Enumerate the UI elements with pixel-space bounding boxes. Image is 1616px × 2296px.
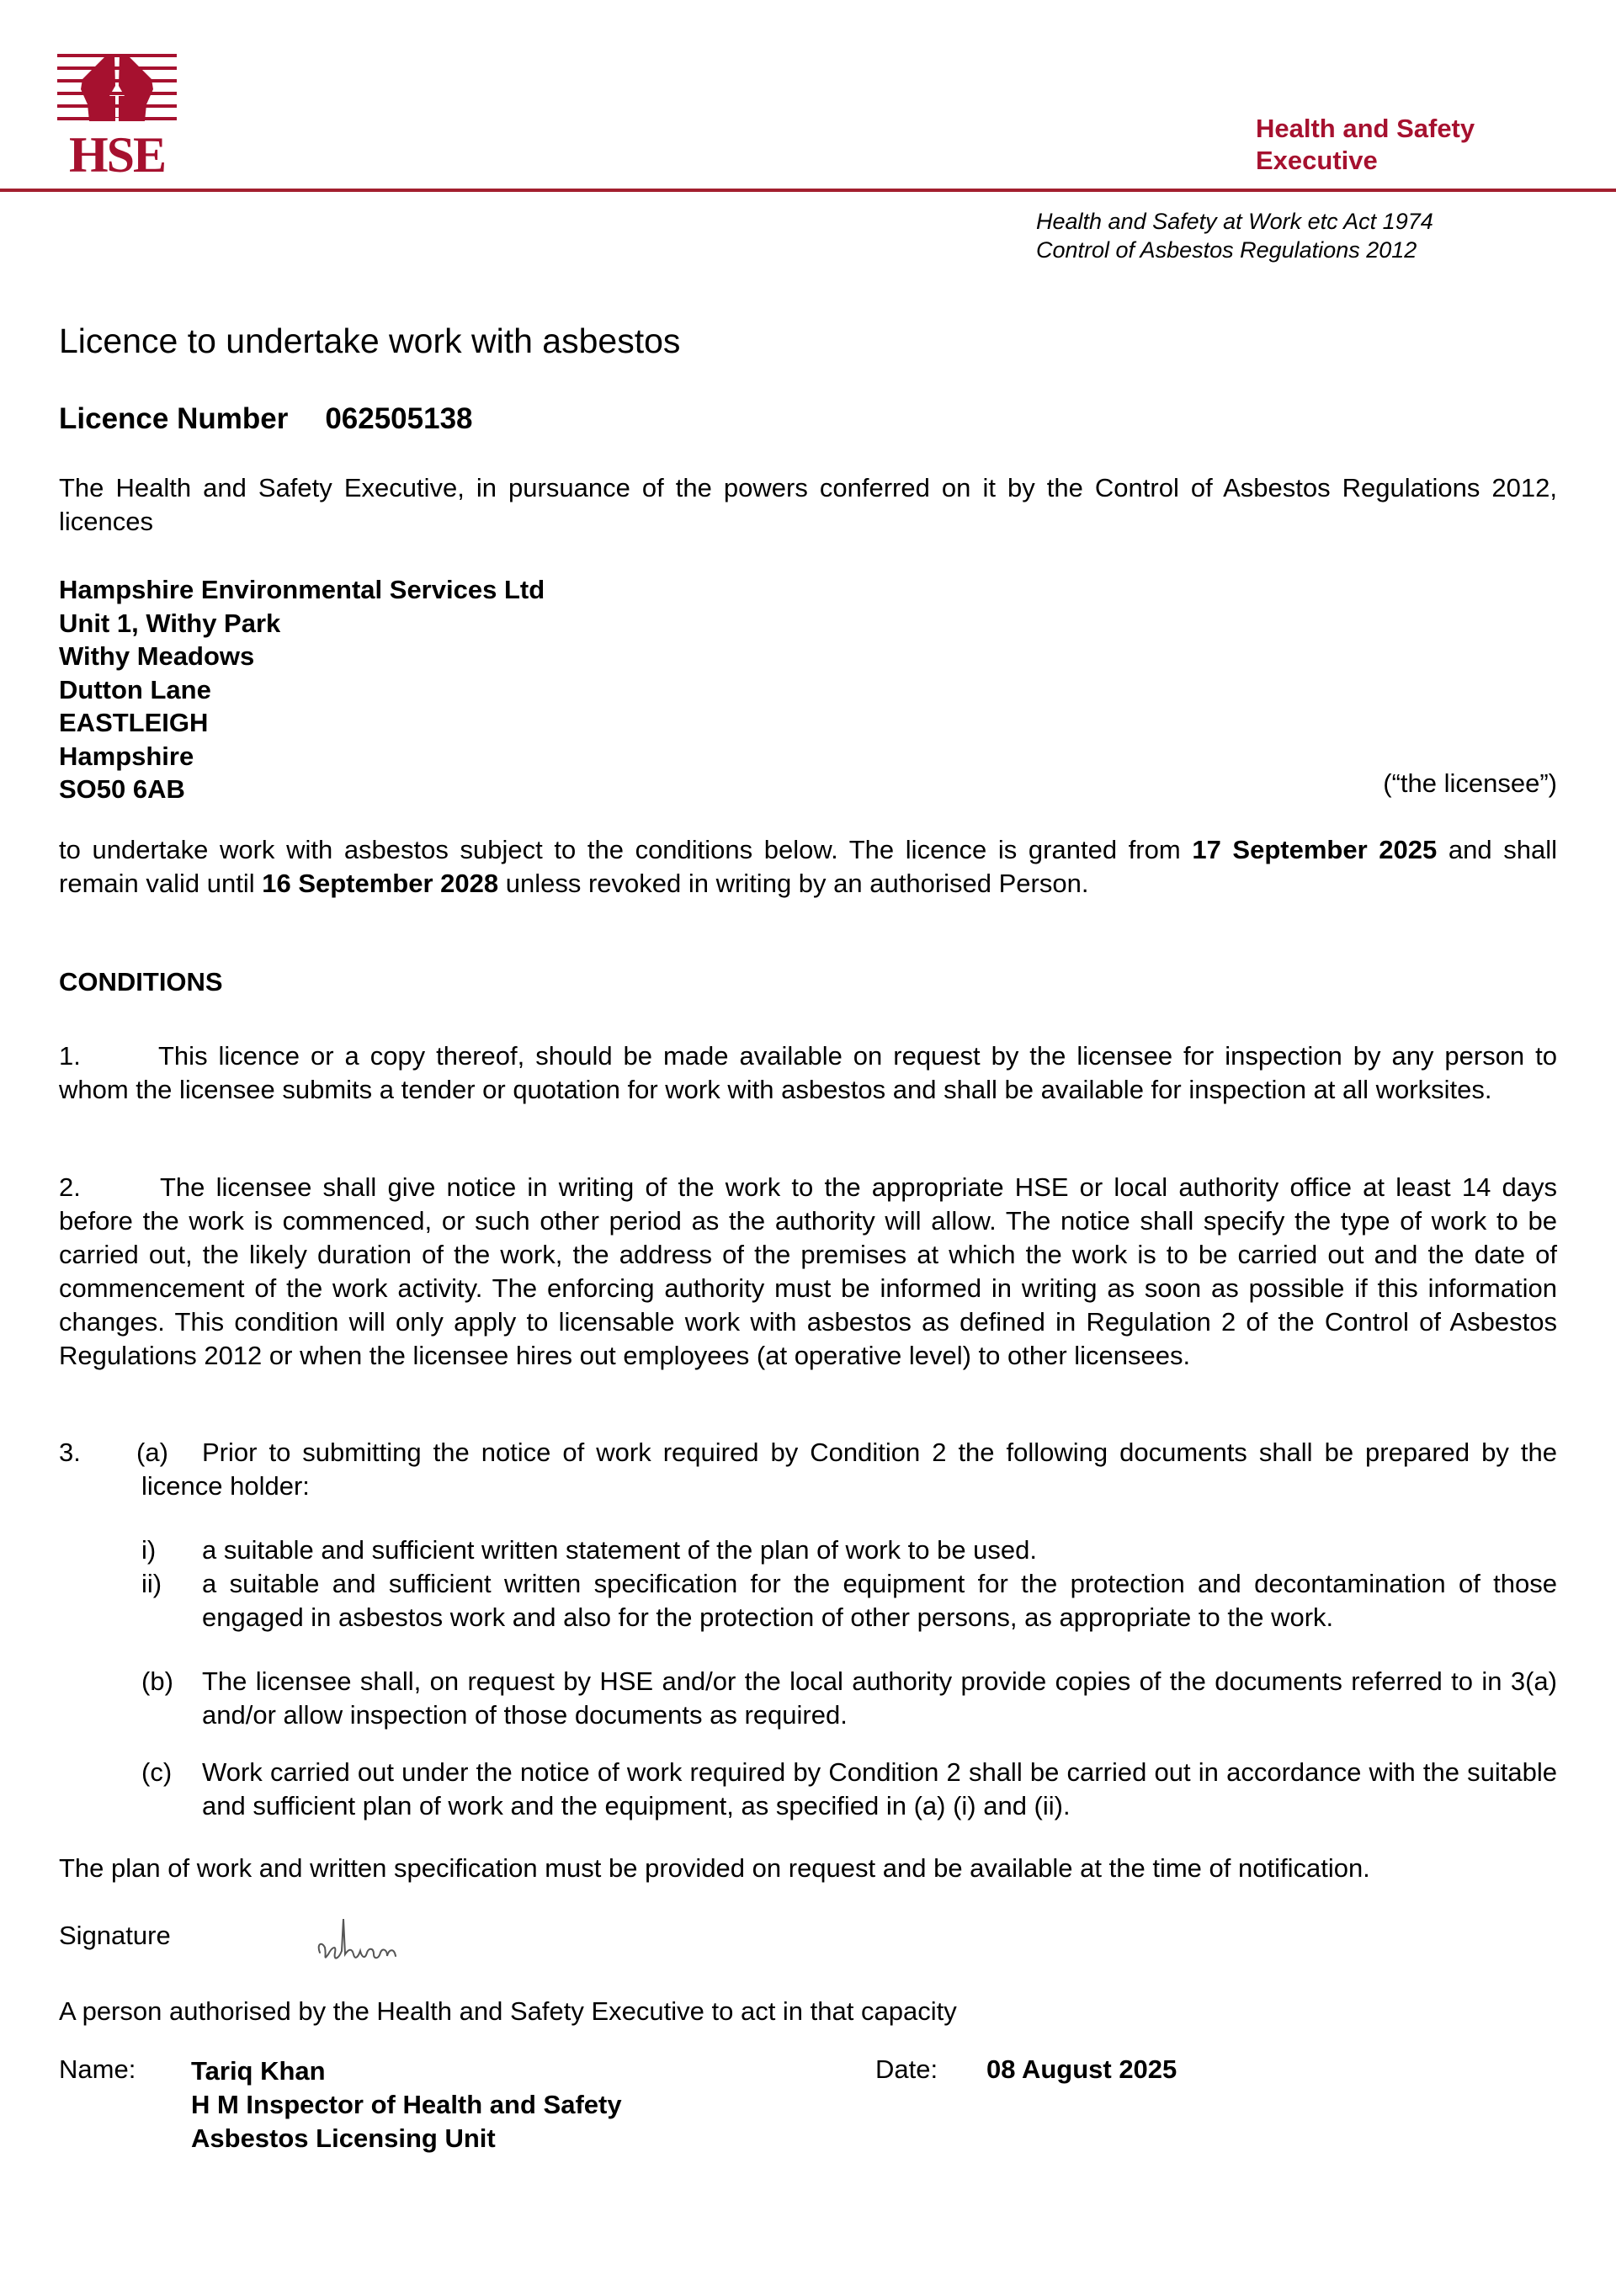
- condition-1: [59, 1039, 1557, 1107]
- logo-stripe: [57, 79, 177, 82]
- address-line: Hampshire: [59, 741, 194, 771]
- licence-number-label: Licence Number: [59, 402, 289, 435]
- subcondition-b-text: The licensee shall, on request by HSE and/or the local authority provide copies of the documents referred to in 3(a) and/or allow inspection of those documents as required.: [202, 1666, 1557, 1730]
- legislation-reference: [1036, 207, 1433, 264]
- start-date: 17 September 2025: [1192, 835, 1438, 864]
- conditions-heading: CONDITIONS: [59, 967, 223, 997]
- grant-text: to undertake work with asbestos subject to the conditions below. The licence is granted from: [59, 835, 1193, 864]
- logo-stripe: [57, 54, 177, 57]
- closing-statement: The plan of work and written specification must be provided on request and be available at the time of notification.: [59, 1853, 1370, 1883]
- subcondition-label: (a): [136, 1438, 168, 1467]
- signatory-block: [191, 2054, 622, 2155]
- logo-stripe: [57, 104, 177, 108]
- signature-image: [313, 1911, 481, 1978]
- organisation-name-line2: Executive: [1256, 146, 1378, 175]
- logo-text: HSE: [68, 127, 166, 173]
- logo-stripe: [57, 92, 177, 95]
- name-label: Name:: [59, 2054, 136, 2084]
- hse-logo: [57, 54, 177, 173]
- legislation-line1: Health and Safety at Work etc Act 1974: [1036, 209, 1433, 234]
- item-label: i): [141, 1535, 157, 1565]
- date-label: Date:: [875, 2054, 938, 2084]
- authorised-statement: A person authorised by the Health and Safety Executive to act in that capacity: [59, 1996, 957, 2026]
- grant-paragraph: [59, 833, 1557, 901]
- signature-label: Signature: [59, 1921, 171, 1950]
- logo-left-hand: [81, 54, 115, 121]
- address-line: Hampshire Environmental Services Ltd: [59, 575, 545, 604]
- logo-stripe: [57, 66, 177, 70]
- intro-paragraph: The Health and Safety Executive, in pursuance of the powers conferred on it by the Control of Asbestos Regulations 2012, licences: [59, 473, 1557, 536]
- condition-2: [59, 1171, 1557, 1373]
- item-ii-text: a suitable and sufficient written specification for the equipment for the protection and decontamination of those engaged in asbestos work and also for the protection of other persons, as appropriate to the work.: [202, 1569, 1557, 1632]
- date-value: 08 August 2025: [986, 2054, 1177, 2084]
- signatory-unit: Asbestos Licensing Unit: [191, 2123, 496, 2153]
- condition-number: 1.: [59, 1041, 81, 1071]
- condition-number: 3.: [59, 1438, 81, 1467]
- subcondition-label: (b): [141, 1666, 173, 1696]
- item-i-text: a suitable and sufficient written statement of the plan of work to be used.: [202, 1535, 1038, 1565]
- logo-right-hand: [119, 54, 153, 121]
- subcondition-c-text: Work carried out under the notice of work required by Condition 2 shall be carried out in accordance with the suitable and sufficient plan of work and the equipment, as specified in (a) (i) and (ii).: [202, 1757, 1557, 1820]
- address-line: SO50 6AB: [59, 774, 185, 804]
- item-label: ii): [141, 1569, 162, 1598]
- address-line: Dutton Lane: [59, 674, 211, 704]
- address-line: Withy Meadows: [59, 641, 255, 671]
- licensee-tag: (“the licensee”): [1383, 768, 1557, 798]
- condition-number: 2.: [59, 1172, 81, 1202]
- signatory-role: H M Inspector of Health and Safety: [191, 2090, 622, 2119]
- document-title: Licence to undertake work with asbestos: [59, 322, 681, 360]
- grant-text: unless revoked in writing by an authorised Person.: [498, 869, 1089, 898]
- subcondition-label: (c): [141, 1757, 173, 1787]
- header-divider: [0, 189, 1616, 192]
- subcondition-a-text: Prior to submitting the notice of work required by Condition 2 the following documents shall be prepared by the licence holder:: [141, 1438, 1557, 1501]
- end-date: 16 September 2028: [262, 869, 499, 898]
- licence-number-value: 062505138: [325, 402, 473, 435]
- licence-number-row: [59, 402, 473, 436]
- signatory-name: Tariq Khan: [191, 2056, 326, 2086]
- legislation-line2: Control of Asbestos Regulations 2012: [1036, 237, 1417, 263]
- condition-text: The licensee shall give notice in writing of the work to the appropriate HSE or local authority office at least 14 days before the work is commenced, or such other period as the authority will allow. The notice shall specify the type of work to be carried out, the likely duration of the work, the address of the premises at which the work is to be carried out and the date of commencement of the work activity. The enforcing authority must be informed in writing as soon as possible if this information changes. This condition will only apply to licensable work with asbestos as defined in Regulation 2 of the Control of Asbestos Regulations 2012 or when the licensee hires out employees (at operative level) to other licensees.: [59, 1172, 1557, 1370]
- licensee-address: [59, 573, 545, 806]
- organisation-name: [1256, 113, 1475, 177]
- address-line: EASTLEIGH: [59, 708, 209, 737]
- condition-text: This licence or a copy thereof, should be made available on request by the licensee for inspection by any person to whom the licensee submits a tender or quotation for work with asbestos and shall be available for inspection at all worksites.: [59, 1041, 1557, 1104]
- address-line: Unit 1, Withy Park: [59, 608, 281, 638]
- grant-text: and shall remain valid until: [59, 835, 1557, 898]
- organisation-name-line1: Health and Safety: [1256, 114, 1475, 143]
